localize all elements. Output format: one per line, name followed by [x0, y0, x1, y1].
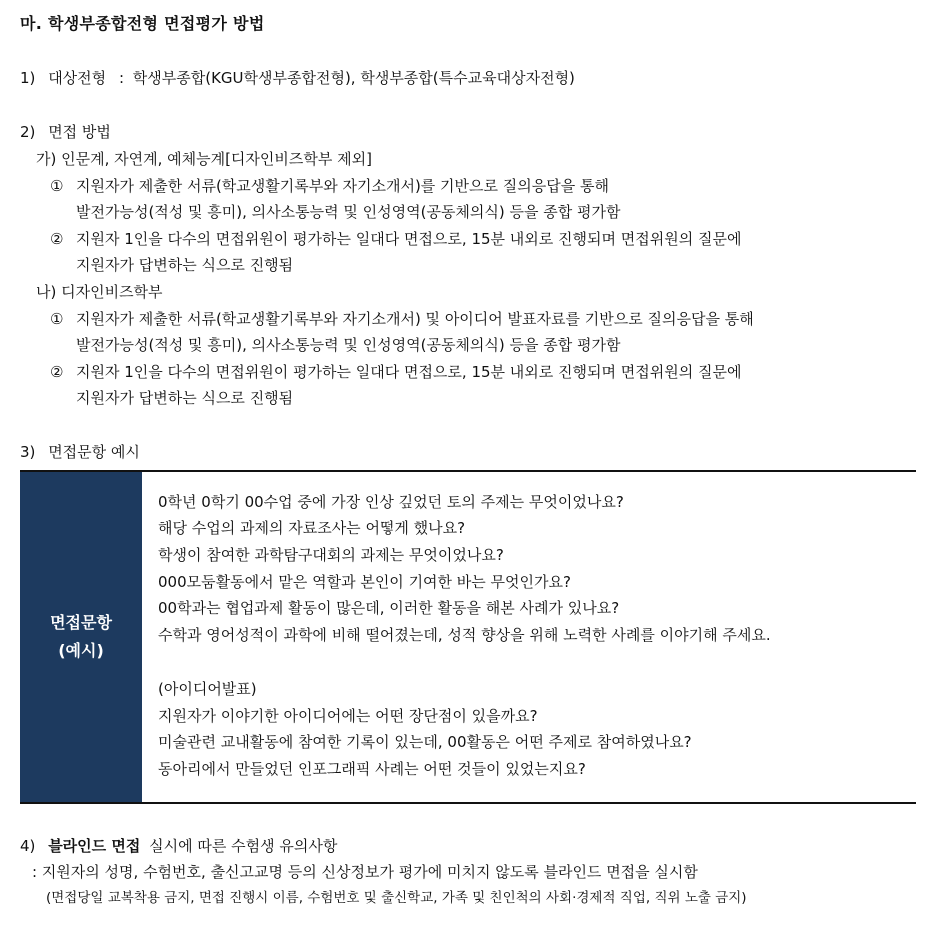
- question-item: 학생이 참여한 과학탐구대회의 과제는 무엇이었나요?: [158, 546, 504, 564]
- group-a-item2-line1: 지원자 1인을 다수의 면접위원이 평가하는 일대다 면접으로, 15분 내외로 진행되며 면접위원의 질문에: [76, 230, 742, 248]
- group-b-item2-line2: 지원자가 답변하는 식으로 진행됨: [76, 389, 294, 407]
- section2-number: 2): [20, 123, 36, 141]
- interview-questions-table: [20, 470, 916, 804]
- section1-label: 대상전형: [48, 69, 107, 87]
- section4-label-rest: 실시에 따른 수험생 유의사항: [149, 837, 338, 855]
- section3-number: 3): [20, 443, 36, 461]
- table-header-line1: 면접문항: [50, 613, 112, 632]
- idea-presentation-heading: (아이디어발표): [158, 680, 257, 698]
- section1-number: 1): [20, 69, 36, 87]
- section1-colon: :: [118, 69, 124, 87]
- question-item: 0학년 0학기 00수업 중에 가장 인상 깊었던 토의 주제는 무엇이었나요?: [158, 493, 624, 511]
- section3-heading: [20, 442, 140, 462]
- group-a-label: 가) 인문계, 자연계, 예체능계[디자인비즈학부 제외]: [36, 150, 372, 168]
- section1-heading: [20, 68, 575, 88]
- group-b-item2-line1: 지원자 1인을 다수의 면접위원이 평가하는 일대다 면접으로, 15분 내외로 진행되며 면접위원의 질문에: [76, 363, 742, 381]
- section4-line2: (면접당일 교복착용 금지, 면접 진행시 이름, 수험번호 및 출신학교, 가족 및 친인척의 사회·경제적 직업, 직위 노출 금지): [46, 890, 747, 906]
- section4-line1: : 지원자의 성명, 수험번호, 출신고교명 등의 신상정보가 평가에 미치지 않도록 블라인드 면접을 실시함: [32, 863, 698, 881]
- group-b-item2-mark: ②: [50, 363, 64, 381]
- group-a-item1-mark: ①: [50, 177, 64, 195]
- group-a-item1-line2: 발전가능성(적성 및 흥미), 의사소통능력 및 인성영역(공동체의식) 등을 종합 평가함: [76, 203, 621, 221]
- group-a-item2-line2: 지원자가 답변하는 식으로 진행됨: [76, 256, 294, 274]
- section4-label-bold: 블라인드 면접: [48, 837, 141, 855]
- question-item: 000모둠활동에서 맡은 역할과 본인이 기여한 바는 무엇인가요?: [158, 573, 571, 591]
- document-title: 마. 학생부종합전형 면접평가 방법: [20, 14, 265, 33]
- section2-heading: [20, 122, 111, 142]
- table-header-line2: (예시): [58, 641, 104, 660]
- question-item: 해당 수업의 과제의 자료조사는 어떻게 했나요?: [158, 519, 466, 537]
- section3-label: 면접문항 예시: [48, 443, 140, 461]
- question-item: 수학과 영어성적이 과학에 비해 떨어졌는데, 성적 향상을 위해 노력한 사례를 이야기해 주세요.: [158, 626, 771, 644]
- table-header-cell: [20, 472, 142, 802]
- group-b-item1-line1: 지원자가 제출한 서류(학교생활기록부와 자기소개서) 및 아이디어 발표자료를 기반으로 질의응답을 통해: [76, 310, 754, 328]
- idea-question-item: 동아리에서 만들었던 인포그래픽 사례는 어떤 것들이 있었는지요?: [158, 760, 586, 778]
- idea-question-item: 지원자가 이야기한 아이디어에는 어떤 장단점이 있을까요?: [158, 707, 538, 725]
- section1-text: 학생부종합(KGU학생부종합전형), 학생부종합(특수교육대상자전형): [132, 69, 575, 87]
- group-a-item2-mark: ②: [50, 230, 64, 248]
- group-b-item1-line2: 발전가능성(적성 및 흥미), 의사소통능력 및 인성영역(공동체의식) 등을 종합 평가함: [76, 336, 621, 354]
- section4-heading: [20, 836, 337, 856]
- section2-label: 면접 방법: [48, 123, 111, 141]
- group-b-label: 나) 디자인비즈학부: [36, 283, 163, 301]
- section4-number: 4): [20, 837, 36, 855]
- question-item: 00학과는 협업과제 활동이 많은데, 이러한 활동을 해본 사례가 있나요?: [158, 599, 620, 617]
- group-b-item1-mark: ①: [50, 310, 64, 328]
- table-question-cell: [142, 472, 916, 802]
- group-a-item1-line1: 지원자가 제출한 서류(학교생활기록부와 자기소개서)를 기반으로 질의응답을 통해: [76, 177, 609, 195]
- idea-question-item: 미술관련 교내활동에 참여한 기록이 있는데, 00활동은 어떤 주제로 참여하였나요?: [158, 733, 692, 751]
